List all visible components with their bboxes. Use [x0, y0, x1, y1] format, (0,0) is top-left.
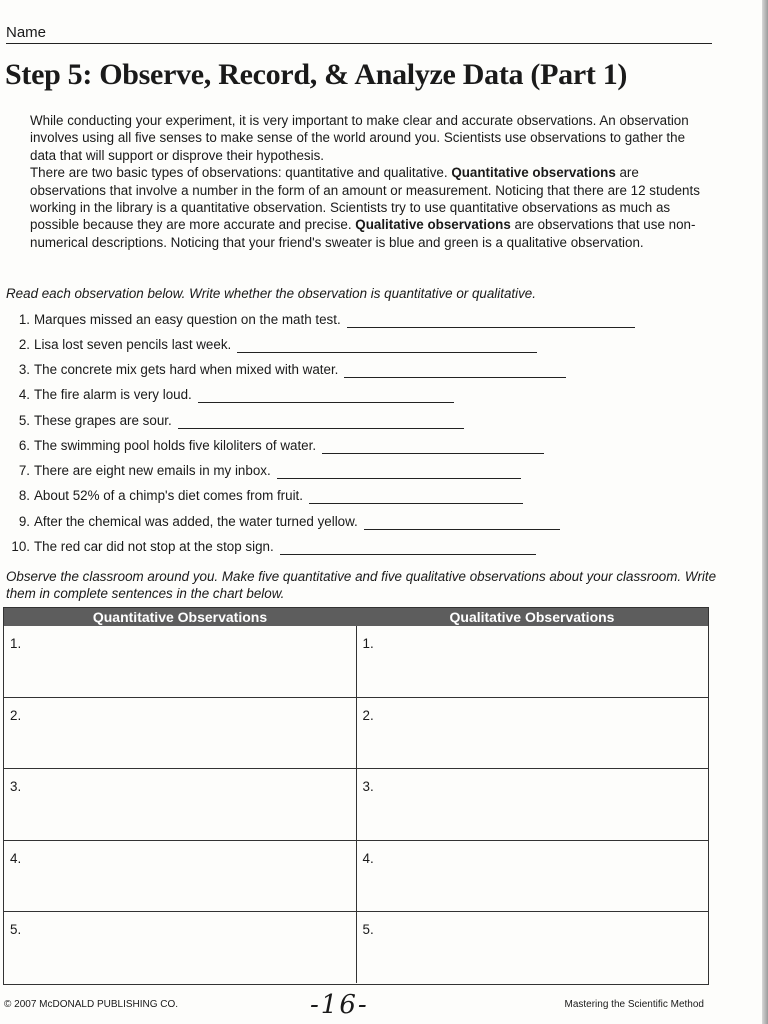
item-number: 2.	[18, 337, 30, 352]
item-text: Marques missed an easy question on the math test.	[34, 312, 341, 327]
intro-text-segment: are observations that use non-numerical descriptions. Noticing that your friend's sweater is blue and green is a qualitative observation.	[30, 217, 696, 250]
item-number: 4.	[18, 387, 30, 402]
page-edge-shadow	[762, 0, 768, 1024]
chart-body	[4, 626, 708, 983]
quantitative-column	[4, 626, 357, 983]
quantitative-cell-2[interactable]: 2.	[4, 698, 356, 770]
intro-paragraph-2	[6, 164, 712, 251]
item-text: There are eight new emails in my inbox.	[34, 463, 271, 478]
answer-blank[interactable]	[280, 541, 536, 555]
intro-paragraph-1: While conducting your experiment, it is very important to make clear and accurate observations. An observation involves using all five senses to make sense of the world around you. Scientists use observations to gather the data that will support or disprove their hypothesis.	[30, 113, 689, 163]
item-text: After the chemical was added, the water turned yellow.	[34, 514, 358, 529]
header-quantitative: Quantitative Observations	[92, 609, 268, 625]
answer-blank[interactable]	[198, 389, 454, 403]
qualitative-cell-5[interactable]: 5.	[362, 922, 374, 938]
item-number: 7.	[18, 463, 30, 478]
item-text: About 52% of a chimp's diet comes from fruit.	[34, 488, 303, 503]
item-text: The swimming pool holds five kiloliters of water.	[34, 438, 317, 453]
qualitative-cell-4[interactable]: 4.	[357, 841, 709, 913]
qualitative-cell-1[interactable]: 1.	[357, 626, 709, 698]
list-item	[6, 413, 464, 429]
qualitative-cell-3[interactable]: 3.	[357, 769, 709, 841]
item-number: 3.	[18, 362, 30, 377]
answer-blank[interactable]	[309, 490, 523, 504]
intro-text-segment: There are two basic types of observations: quantitative and qualitative.	[30, 165, 452, 181]
item-text: These grapes are sour.	[34, 413, 172, 428]
item-number: 8.	[18, 488, 30, 503]
list-item	[6, 387, 454, 403]
item-text: The concrete mix gets hard when mixed with water.	[34, 362, 339, 377]
name-row	[6, 22, 712, 44]
instructions-observations: Read each observation below. Write whether the observation is quantitative or qualitative.	[6, 286, 536, 301]
term-quantitative: Quantitative observations	[451, 165, 616, 181]
list-item	[6, 312, 635, 328]
item-number: 10.	[11, 539, 30, 554]
item-text: The red car did not stop at the stop sign.	[34, 539, 274, 554]
page-title: Step 5: Observe, Record, & Analyze Data (Part 1)	[5, 58, 628, 91]
term-qualitative: Qualitative observations	[355, 217, 511, 233]
chart-header	[4, 608, 708, 626]
name-field-line[interactable]	[6, 43, 712, 44]
item-text: The fire alarm is very loud.	[34, 387, 192, 402]
quantitative-cell-5[interactable]: 5.	[10, 922, 22, 938]
instructions-chart: Observe the classroom around you. Make five quantitative and five qualitative observations about your classroom. Write them in complete sentences in the chart below.	[6, 569, 717, 601]
answer-blank[interactable]	[178, 415, 464, 429]
intro-text	[6, 112, 712, 251]
quantitative-cell-1[interactable]: 1.	[4, 626, 356, 698]
list-item	[6, 514, 560, 530]
list-item	[6, 438, 544, 454]
intro-text-segment: are observations that involve a number in the form of an amount or measurement. Noticing that there are 12 students working in the library is a quantitative observation. Scientists try to use quantitative observations as much as possible because they are more accurate and precise.	[30, 165, 700, 233]
item-number: 1.	[18, 312, 30, 327]
list-item	[6, 362, 566, 378]
list-item	[6, 488, 523, 504]
item-number: 9.	[18, 514, 30, 529]
list-item	[6, 337, 537, 353]
item-number: 6.	[18, 438, 30, 453]
footer-copyright: © 2007 McDONALD PUBLISHING CO.	[4, 999, 179, 1010]
quantitative-cell-3[interactable]: 3.	[4, 769, 356, 841]
answer-blank[interactable]	[322, 440, 544, 454]
header-qualitative: Qualitative Observations	[449, 609, 615, 625]
answer-blank[interactable]	[347, 314, 635, 328]
list-item	[6, 539, 536, 555]
list-item	[6, 463, 521, 479]
page-number: -16-	[310, 990, 369, 1020]
observations-chart	[3, 607, 709, 985]
qualitative-cell-2[interactable]: 2.	[357, 698, 709, 770]
name-label: Name	[6, 24, 47, 41]
answer-blank[interactable]	[237, 339, 537, 353]
quantitative-cell-4[interactable]: 4.	[4, 841, 356, 913]
item-number: 5.	[18, 413, 30, 428]
answer-blank[interactable]	[277, 465, 521, 479]
answer-blank[interactable]	[364, 516, 560, 530]
footer-book-title: Mastering the Scientific Method	[564, 999, 704, 1010]
answer-blank[interactable]	[344, 364, 566, 378]
qualitative-column	[357, 626, 709, 983]
item-text: Lisa lost seven pencils last week.	[34, 337, 232, 352]
